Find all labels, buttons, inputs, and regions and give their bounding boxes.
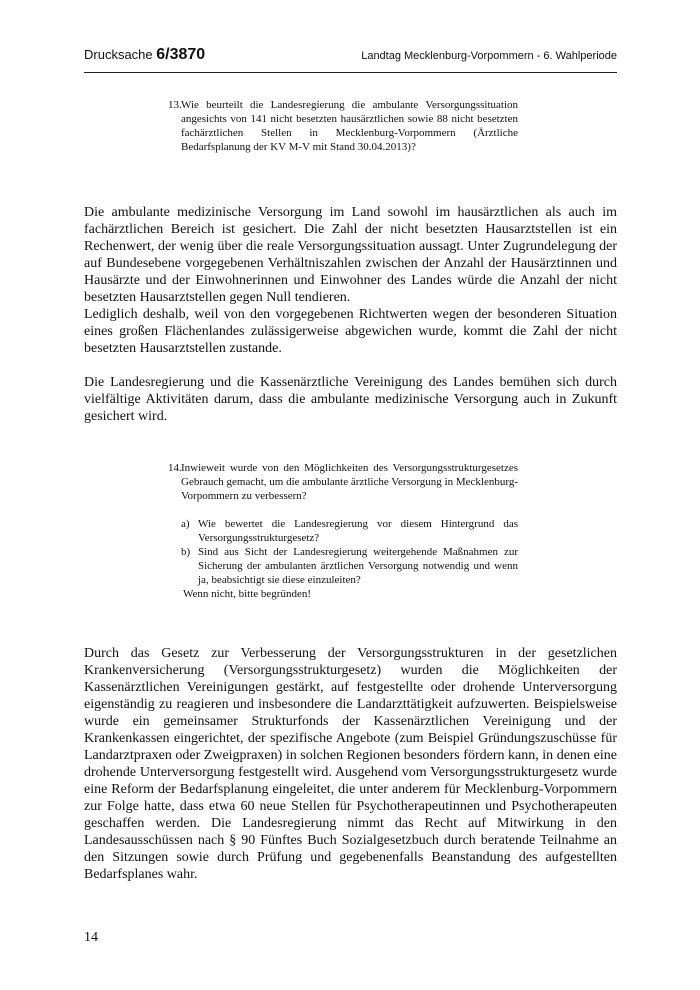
question-14-a-text: Wie bewertet die Landesregierung vor diesem Hintergrund das Versorgungsstrukturgesetz?	[198, 518, 518, 544]
answer-14	[84, 645, 617, 883]
question-13-number: 13.	[168, 99, 182, 111]
question-13-text: Wie beurteilt die Landesregierung die ambulante Versorgungssituation angesichts von 141 nicht besetzten hausärztlichen sowie 88 nicht besetzten fachärztlichen Stellen in Mecklenburg-Vorpommern (Ärztliche Bedarfsplanung der KV M-V mit Stand 30.04.2013)?	[181, 99, 518, 153]
question-14-number: 14.	[168, 462, 182, 474]
question-14-b-label: b)	[181, 546, 191, 558]
parliament-name: Landtag Mecklenburg-Vorpommern - 6. Wahlperiode	[361, 50, 617, 62]
question-13	[168, 98, 518, 154]
question-14-a	[181, 517, 518, 545]
question-14-b	[181, 545, 518, 587]
page-number: 14	[84, 930, 98, 945]
question-14-b-text: Sind aus Sicht der Landesregierung weitergehende Maßnahmen zur Sicherung der ambulanten ärztlichen Versorgung notwendig und wenn ja, beabsichtigt sie diese einzuleiten?	[198, 546, 518, 586]
answer-13-paragraph-3: Die Landesregierung und die Kassenärztliche Vereinigung des Landes bemühen sich durch vielfältige Aktivitäten darum, dass die ambulante medizinische Versorgung auch in Zukunft gesichert wird.	[84, 375, 617, 424]
page-header	[84, 44, 617, 73]
answer-13-paragraph-1: Die ambulante medizinische Versorgung im Land sowohl im hausärztlichen als auch im fachärztlichen Bereich ist gesichert. Die Zahl der nicht besetzten Hausarztstellen ist ein Rechenwert, der wenig über die reale Versorgungssituation aussagt. Unter Zugrundelegung der auf Bundesebene vorgegebenen Verhältniszahlen zwischen der Anzahl der Hausärztinnen und Hausärzte und der Einwohnerinnen und Einwohner des Landes würde die Anzahl der nicht besetzten Hausarztstellen gegen Null tendieren.	[84, 205, 617, 305]
answer-13	[84, 204, 617, 425]
question-14-text: Inwieweit wurde von den Möglichkeiten des Versorgungsstrukturgesetzes Gebrauch gemacht, um die ambulante ärztliche Versorgung in Mecklenburg-Vorpommern zu verbessern?	[181, 462, 518, 502]
question-14	[168, 461, 518, 601]
answer-14-paragraph-1: Durch das Gesetz zur Verbesserung der Versorgungsstrukturen in der gesetzlichen Krankenversicherung (Versorgungsstrukturgesetz) wurden die Möglichkeiten der Kassenärztlichen Vereinigungen gestärkt, auf festgestellte oder drohende Unterversorgung eigenständig zu reagieren und insbesondere die Landarzttätigkeit aufzuwerten. Beispielsweise wurde ein gemeinsamer Strukturfonds der Kassenärztlichen Vereinigung und der Krankenkassen eingerichtet, der spezifische Angebote (zum Beispiel Gründungszuschüsse für Landarztpraxen oder Zweigpraxen) in solchen Regionen besonders fördern kann, in denen eine drohende Unterversorgung festgestellt wird. Ausgehend vom Versorgungsstrukturgesetz wurde eine Reform der Bedarfsplanung eingeleitet, die unter anderem für Mecklenburg-Vorpommern zur Folge hatte, dass etwa 60 neue Stellen für Psychotherapeutinnen und Psychotherapeuten geschaffen werden. Die Landesregierung nimmt das Recht auf Mitwirkung in den Landesausschüssen nach § 90 Fünftes Buch Sozialgesetzbuch durch beratende Teilnahme an den Sitzungen sowie durch Prüfung und gegebenenfalls Beanstandung des aufgestellten Bedarfsplanes wahr.	[84, 646, 617, 882]
answer-13-paragraph-2: Lediglich deshalb, weil von den vorgegebenen Richtwerten wegen der besonderen Situation eines großen Flächenlandes zulässigerweise abgewichen wurde, kommt die Zahl der nicht besetzten Hausarztstellen zustande.	[84, 307, 617, 356]
question-14-a-label: a)	[181, 518, 190, 530]
question-14-closing: Wenn nicht, bitte begründen!	[183, 588, 312, 600]
document-number: Drucksache 6/3870	[84, 46, 206, 63]
